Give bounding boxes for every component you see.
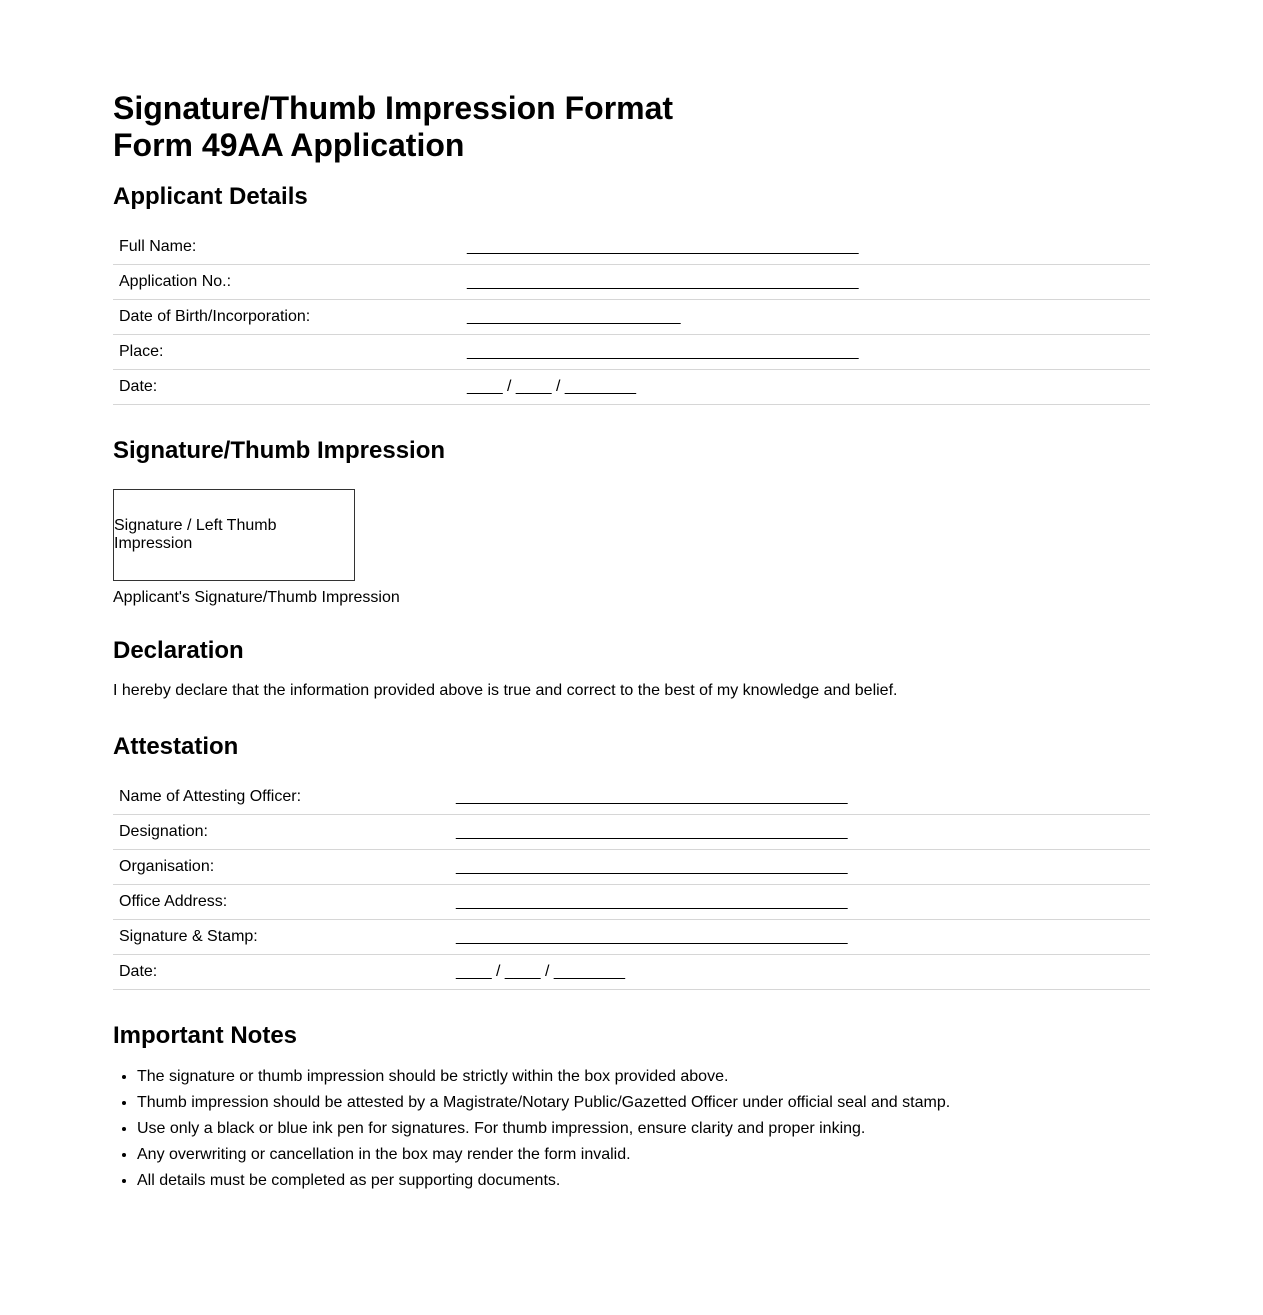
office-address-field[interactable]: ____________________________________________ <box>450 885 1150 920</box>
applicant-details-heading: Applicant Details <box>113 183 308 210</box>
declaration-heading: Declaration <box>113 637 244 664</box>
title-line-2: Form 49AA Application <box>113 127 465 163</box>
attestation-row-organisation <box>113 850 1150 885</box>
application-no-field[interactable]: ____________________________________________ <box>461 265 1150 300</box>
field-label: Office Address: <box>113 885 450 920</box>
field-label: Name of Attesting Officer: <box>113 780 450 815</box>
officer-name-field[interactable]: ____________________________________________ <box>450 780 1150 815</box>
field-label: Application No.: <box>113 265 461 300</box>
page-title <box>113 90 1150 164</box>
title-line-1: Signature/Thumb Impression Format <box>113 90 674 126</box>
attestation-date-field[interactable]: ____ / ____ / ________ <box>450 955 1150 990</box>
full-name-field[interactable]: ____________________________________________ <box>461 230 1150 265</box>
field-label: Date: <box>113 370 461 405</box>
applicant-row-place <box>113 335 1150 370</box>
applicant-row-full-name <box>113 230 1150 265</box>
field-label: Signature & Stamp: <box>113 920 450 955</box>
attestation-row-date <box>113 955 1150 990</box>
applicant-details-table <box>113 230 1150 405</box>
attestation-heading: Attestation <box>113 733 239 760</box>
field-label: Date of Birth/Incorporation: <box>113 300 461 335</box>
attestation-row-designation <box>113 815 1150 850</box>
field-label: Place: <box>113 335 461 370</box>
place-field[interactable]: ____________________________________________ <box>461 335 1150 370</box>
applicant-row-application-no <box>113 265 1150 300</box>
signature-caption: Applicant's Signature/Thumb Impression <box>113 589 400 606</box>
field-label: Designation: <box>113 815 450 850</box>
list-item: • Use only a black or blue ink pen for signatures. For thumb impression, ensure clarity and proper inking. <box>137 1116 1150 1142</box>
list-item: • Any overwriting or cancellation in the box may render the form invalid. <box>137 1142 1150 1168</box>
important-notes-heading: Important Notes <box>113 1022 298 1049</box>
signature-stamp-field[interactable]: ____________________________________________ <box>450 920 1150 955</box>
list-item: • Thumb impression should be attested by a Magistrate/Notary Public/Gazetted Officer under official seal and stamp. <box>137 1090 1150 1116</box>
list-item: • All details must be completed as per supporting documents. <box>137 1168 1150 1194</box>
applicant-row-dob <box>113 300 1150 335</box>
field-label: Full Name: <box>113 230 461 265</box>
applicant-date-field[interactable]: ____ / ____ / ________ <box>461 370 1150 405</box>
signature-heading: Signature/Thumb Impression <box>113 437 446 464</box>
form-page <box>113 90 1150 1194</box>
attestation-table <box>113 780 1150 990</box>
signature-box-label: Signature / Left Thumb Impression <box>114 517 277 552</box>
attestation-row-signature-stamp <box>113 920 1150 955</box>
applicant-row-date <box>113 370 1150 405</box>
designation-field[interactable]: ____________________________________________ <box>450 815 1150 850</box>
date-of-birth-field[interactable]: ________________________ <box>461 300 1150 335</box>
attestation-row-office-address <box>113 885 1150 920</box>
declaration-text: I hereby declare that the information provided above is true and correct to the best of my knowledge and belief. <box>113 682 898 699</box>
organisation-field[interactable]: ____________________________________________ <box>450 850 1150 885</box>
notes-list <box>113 1064 1150 1194</box>
attestation-row-officer-name <box>113 780 1150 815</box>
list-item: • The signature or thumb impression should be strictly within the box provided above. <box>137 1064 1150 1090</box>
field-label: Date: <box>113 955 450 990</box>
signature-box[interactable] <box>113 489 355 581</box>
field-label: Organisation: <box>113 850 450 885</box>
